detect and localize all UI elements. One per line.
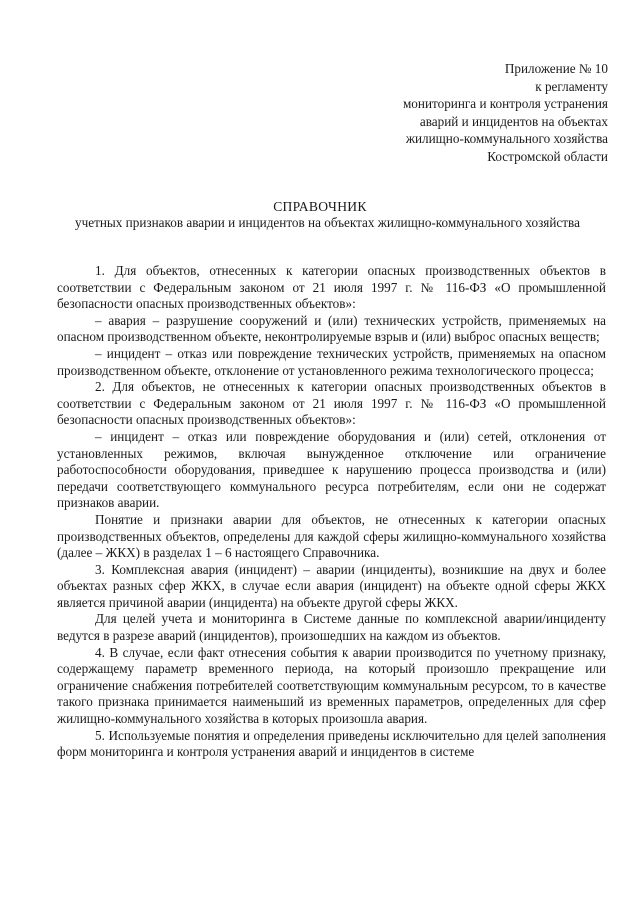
appendix-line: жилищно-коммунального хозяйства xyxy=(405,131,608,147)
paragraph: Понятие и признаки аварии для объектов, не отнесенных к категории опасных производственных объектов, определены для каждой сферы жилищно-коммунального хозяйства (далее – ЖКХ) в разделах 1 – 6 настоящего Справочника. xyxy=(57,511,606,561)
paragraph: 4. В случае, если факт отнесения события к аварии производится по учетному признаку, содержащему параметр временного периода, на который произошло прекращение или ограничение снабжения потребителей соответствующим коммунальным ресурсом, то в качестве такого признака принимается наименьший из временных параметров, определенных для сфер жилищно-коммунального хозяйства в которых произошла авария. xyxy=(57,644,606,727)
appendix-line: аварий и инцидентов на объектах xyxy=(419,113,608,129)
appendix-line: мониторинга и контроля устранения xyxy=(402,96,608,112)
paragraph: 3. Комплексная авария (инцидент) – аварии (инциденты), возникшие на двух и более объектах разных сфер ЖКХ, в случае если авария (инцидент) на объекте одной сферы ЖКХ является причиной аварии (инцидента) на объекте другой сферы ЖКХ. xyxy=(57,561,606,610)
paragraph: 5. Используемые понятия и определения приведены исключительно для целей заполнения форм мониторинга и контроля устранения аварий и инцидентов в системе xyxy=(57,727,606,760)
paragraph: – инцидент – отказ или повреждение оборудования и (или) сетей, отклонения от установленных режимов, включая вынужденное отключение или ограничение работоспособности оборудования, приведшее к нарушению процесса производства и (или) передачи соответствующего коммунального ресурса потребителям, если они не содержат признаков аварии. xyxy=(57,428,606,511)
appendix-line: Костромской области xyxy=(487,148,608,164)
document-body xyxy=(57,263,606,761)
document-title: СПРАВОЧНИК xyxy=(273,199,367,214)
appendix-header xyxy=(308,60,608,166)
paragraph: 1. Для объектов, отнесенных к категории опасных производственных объектов в соответствии с Федеральным законом от 21 июля 1997 г. № 116-ФЗ «О промышленной безопасности опасных производственных объектов»: xyxy=(57,263,606,312)
paragraph: – инцидент – отказ или повреждение технических устройств, применяемых на опасном производственном объекте, отклонение от установленного режима технологического процесса; xyxy=(57,345,606,378)
appendix-line: Приложение № 10 xyxy=(504,61,608,76)
paragraph: Для целей учета и мониторинга в Системе данные по комплексной аварии/инциденту ведутся в разрезе аварий (инцидентов), произошедших на каждом из объектов. xyxy=(57,611,606,644)
paragraph: 2. Для объектов, не отнесенных к категории опасных производственных объектов в соответствии с Федеральным законом от 21 июля 1997 г. № 116-ФЗ «О промышленной безопасности опасных производственных объектов»: xyxy=(57,379,606,428)
appendix-line: к регламенту xyxy=(535,78,608,94)
paragraph: – авария – разрушение сооружений и (или) технических устройств, применяемых на опасном производственном объекте, неконтролируемые взрыв и (или) выброс опасных веществ; xyxy=(57,312,606,345)
document-subtitle: учетных признаков аварии и инцидентов на объектах жилищно-коммунального хозяйства xyxy=(75,215,580,230)
